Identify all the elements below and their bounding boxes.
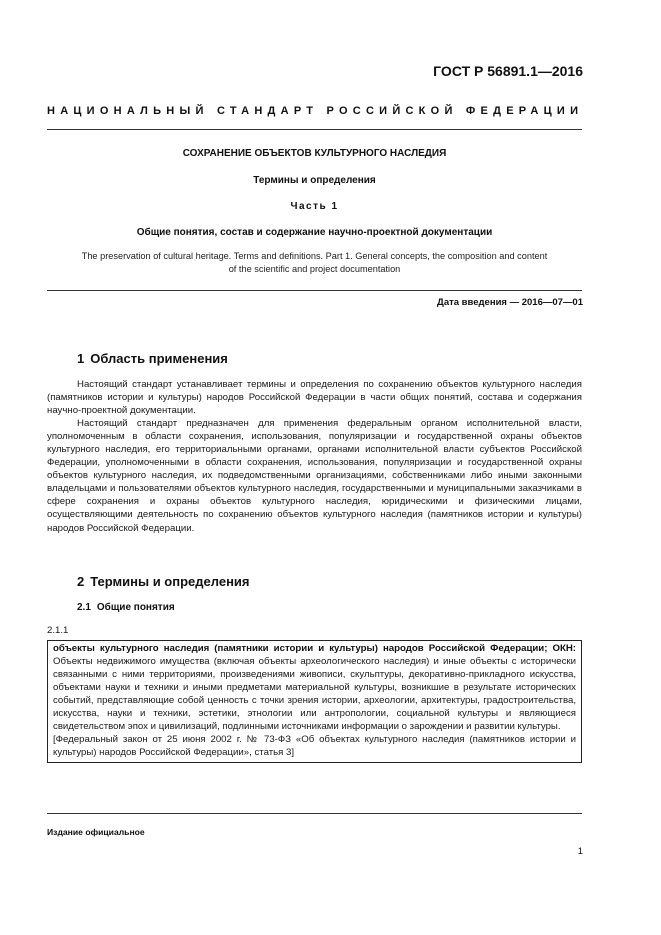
part-label: Часть 1 — [290, 201, 339, 212]
term-source: [Федеральный закон от 25 июня 2002 г. № 73-ФЗ «Об объектах культурного наследия (памятников истории и культуры) народов Российской Федерации», статья 3] — [53, 734, 576, 759]
english-title-line-1: The preservation of cultural heritage. Terms and definitions. Part 1. General concepts, the composition and content — [81, 251, 548, 261]
section-2-number: 2 — [77, 574, 85, 589]
section-1-body — [47, 378, 582, 535]
title-divider — [47, 290, 582, 291]
footer-divider — [47, 813, 582, 814]
header-divider — [47, 129, 582, 130]
standard-subtitle: Термины и определения — [253, 175, 376, 186]
official-edition-label: Издание официальное — [47, 827, 145, 837]
section-1-paragraph-1: Настоящий стандарт устанавливает термины и определения по сохранению объектов культурного наследия (памятников истории и культуры) народов Российской Федерации в части общих понятий, состава и содержания научно-проектной документации. — [47, 379, 582, 417]
section-2-title: Термины и определения — [90, 574, 250, 589]
english-title-line-2: of the scientific and project documentation — [228, 264, 401, 274]
english-title — [47, 250, 582, 276]
part-title: Общие понятия, состав и содержание научно-проектной документации — [136, 227, 493, 238]
standard-title: СОХРАНЕНИЕ ОБЪЕКТОВ КУЛЬТУРНОГО НАСЛЕДИЯ — [182, 148, 447, 159]
term-name: объекты культурного наследия (памятники истории и культуры) народов Российской Федерации; ОКН: — [53, 643, 576, 654]
section-1-heading — [77, 351, 228, 366]
page-number: 1 — [577, 846, 583, 857]
section-2-heading — [77, 574, 250, 589]
subsection-2-1-title: Общие понятия — [96, 602, 175, 613]
section-1-paragraph-2: Настоящий стандарт предназначен для применения федеральным органом исполнительной власти, уполномоченным в области сохранения, использования, популяризации и государственной охраны объектов культурного наследия, его территориальными органами, органами исполнительной власти субъектов Российской Федерации, уполномоченными в области сохранения, использования, популяризации и государственной охраны объектов культурного наследия, их подведомственными организациями, собственниками либо иными законными владельцами и пользователями объектов культурного наследия, государственными и муниципальными заказчиками в сфере сохранения и охраны объектов культурного наследия, юридическими и физическими лицами, осуществляющими деятельность по сохранению объектов культурного наследия (памятников истории и культуры) народов Российской Федерации. — [47, 418, 582, 534]
clause-number: 2.1.1 — [47, 625, 69, 636]
term-definition-box — [47, 640, 582, 763]
national-standard-heading: НАЦИОНАЛЬНЫЙ СТАНДАРТ РОССИЙСКОЙ ФЕДЕРАЦИИ — [47, 105, 584, 117]
introduction-date: Дата введения — 2016—07—01 — [437, 297, 583, 308]
term-definition: Объекты недвижимого имущества (включая объекты археологического наследия) и иные объекты с исторически связанными с ними территориями, произведениями живописи, скульптуры, декоративно-прикладного искусства, объектами науки и техники и иными предметами материальной культуры, возникшие в результате исторических событий, представляющие собой ценность с точки зрения истории, археологии, архитектуры, градостроительства, искусства, науки и техники, эстетики, этнологии или антропологии, социальной культуры и являющиеся свидетельством эпох и цивилизаций, подлинными источниками информации о зарождении и развитии культуры. — [53, 656, 576, 733]
subsection-2-1-heading — [77, 602, 175, 613]
subsection-2-1-number: 2.1 — [77, 602, 91, 613]
section-1-number: 1 — [77, 351, 85, 366]
document-code: ГОСТ Р 56891.1—2016 — [433, 63, 583, 79]
section-1-title: Область применения — [90, 351, 228, 366]
